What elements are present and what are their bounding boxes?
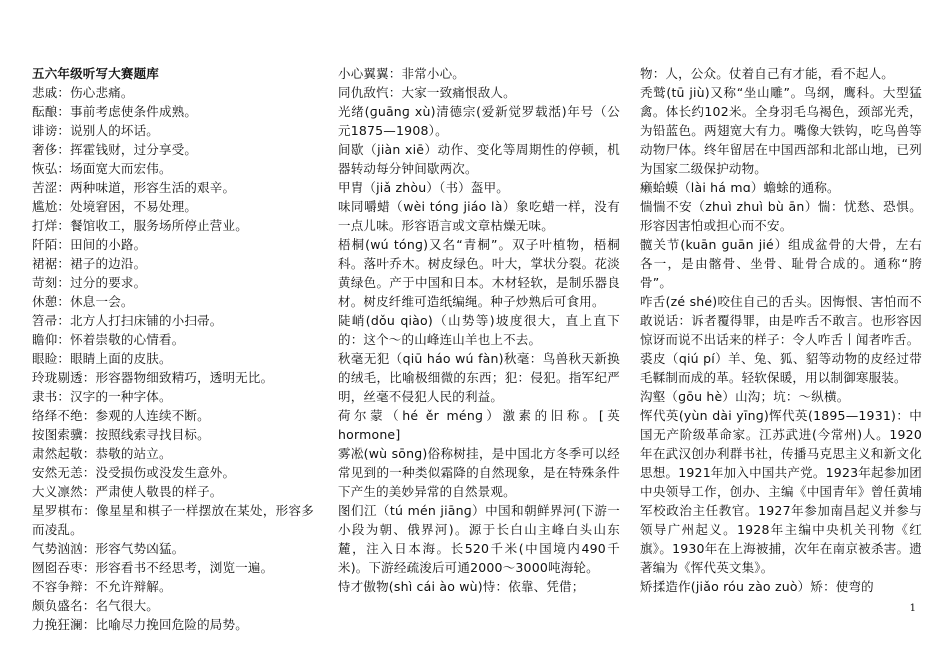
entry-text: 力挽狂澜：比喻尽力挽回危险的局势。: [32, 617, 248, 632]
page-number: 1: [909, 603, 916, 614]
column-left: [32, 64, 314, 634]
entry-text: 矫揉造作(jiǎo róu zào zuò）矫：使弯的: [640, 579, 874, 594]
entry-text: 苦涩：两种味道，形容生活的艰辛。: [32, 180, 236, 195]
entry-text: 玲珑剔透：形容器物细致精巧，透明无比。: [32, 370, 274, 385]
column-middle: [338, 64, 620, 596]
entry-text: 尴尬：处境窘困，不易处理。: [32, 199, 198, 214]
entry-text: 恽代英(yùn dài yīnɡ)恽代英(1895—1931)：中国无产阶级革命家。江苏武进(今常州)人。1920年在武汉创办利群书社，传播马克思主义和新文化思想。1921年加入中国共产党。1923年起参加团中央领导工作，创办、主编《中国青年》曾任黄埔军校政治主任教官。1927年参加南昌起义并参与领导广州起义。1928年主编中央机关刊物《红旗》。1930年在上海被捕，次年在南京被杀害。遗著编为《恽代英文集》。: [640, 408, 922, 575]
entry-text: 味同嚼蜡（wèi tónɡ jiáo là）象吃蜡一样，没有一点儿味。形容语言或文章枯燥无味。: [338, 199, 620, 233]
entry-text: 颇负盛名：名气很大。: [32, 598, 160, 613]
entry-text: 癞蛤蟆（lài há mɑ）蟾蜍的通称。: [640, 180, 840, 195]
entry-text: 咋舌(zé shé)咬住自己的舌头。因悔恨、害怕而不敢说话：诉者覆得罪，由是咋舌不敢言。也形容因惊讶而说不出话来的样子：令人咋舌丨闻者咋舌。: [640, 294, 922, 347]
entry-text: 恃才傲物(shì cái ào wù)恃：依靠、凭借；: [338, 579, 585, 594]
entry-text: 悲戚：伤心悲痛。: [32, 85, 134, 100]
entry-text: 同仇敌忾：大家一致痛恨敌人。: [338, 85, 516, 100]
entry-text: 打烊：餐馆收工，服务场所停止营业。: [32, 218, 248, 233]
entry-text: 物：人，公众。仗着自己有才能，看不起人。: [640, 66, 895, 81]
entry-text: 奢侈：挥霍钱财，过分享受。: [32, 142, 198, 157]
entry-text: 囫囵吞枣：形容看书不经思考，浏览一遍。: [32, 560, 274, 575]
entry-text: 苛刻：过分的要求。: [32, 275, 147, 290]
entry-text: 阡陌：田间的小路。: [32, 237, 147, 252]
entry-text: 间歇（jiàn xiē）动作、变化等周期性的停顿，机器转动每分钟间歇两次。: [338, 142, 620, 176]
entry-text: 肃然起敬：恭敬的站立。: [32, 446, 172, 461]
entry-text: 荷尔蒙（hé ěr ménɡ）激素的旧称。[英hormone]: [338, 408, 620, 442]
document-title: 五六年级听写大赛题库: [32, 66, 160, 81]
entry-text: 光绪(ɡuānɡ xù)清德宗(爱新觉罗载湉)年号（公元1875—1908）。: [338, 104, 620, 138]
entry-text: 甲胄（jiǎ zhòu）（书）盔甲。: [338, 180, 509, 195]
entry-text: 眼睑：眼睛上面的皮肤。: [32, 351, 172, 366]
entry-text: 髋关节(kuān ɡuān jié）组成盆骨的大骨，左右各一，是由髂骨、坐骨、耻骨合成的。通称“胯骨”。: [640, 237, 922, 290]
entry-text: 裘皮（qiú pí）羊、兔、狐、貂等动物的皮经过带毛鞣制而成的革。轻软保暖，用以制御寒服装。: [640, 351, 922, 385]
entry-text: 梧桐(wú tónɡ)又名“青桐”。双子叶植物，梧桐科。落叶乔木。树皮绿色。叶大，掌状分裂。花淡黄绿色。产于中国和日本。木材轻软，是制乐器良材。树皮纤维可造纸编绳。种子炒熟后可食用。: [338, 237, 620, 309]
entry-list-right: [640, 64, 922, 596]
entry-text: 隶书：汉字的一种字体。: [32, 389, 172, 404]
entry-text: 不容争辩：不允许辩解。: [32, 579, 172, 594]
entry-text: 沟壑（ɡōu hè）山沟；坑：～纵横。: [640, 389, 850, 404]
entry-text: 裙裾：裙子的边沿。: [32, 256, 147, 271]
entry-text: 络绎不绝：参观的人连续不断。: [32, 408, 210, 423]
entry-list-left: [32, 83, 314, 634]
entry-text: 休憩：休息一会。: [32, 294, 134, 309]
entry-text: 图们江（tú mén jiānɡ）中国和朝鲜界河(下游一小段为朝、俄界河)。源于长白山主峰白头山东麓，注入日本海。长520千米(中国境内490千米)。下游经疏浚后可通2000～3000吨海轮。: [338, 503, 620, 575]
entry-text: 陡峭(dǒu qiào)（山势等)坡度很大，直上直下的：这个～的山峰连山羊也上不去。: [338, 313, 620, 347]
entry-text: 瞻仰：怀着崇敬的心情看。: [32, 332, 185, 347]
entry-list-middle: [338, 64, 620, 596]
entry-text: 安然无恙：没受损伤或没发生意外。: [32, 465, 236, 480]
entry-text: 酝酿：事前考虑使条件成熟。: [32, 104, 198, 119]
entry-text: 按图索骥：按照线索寻找目标。: [32, 427, 210, 442]
entry-text: 星罗棋布：像星星和棋子一样摆放在某处，形容多而凌乱。: [32, 503, 314, 537]
column-right: [640, 64, 922, 596]
entry-text: 小心翼翼：非常小心。: [338, 66, 466, 81]
entry-text: 秋毫无犯（qiū háo wú fàn)秋毫：鸟兽秋天新换的绒毛，比喻极细微的东西；犯：侵犯。指军纪严明，丝毫不侵犯人民的利益。: [338, 351, 620, 404]
entry-text: 恢弘：场面宽大而宏伟。: [32, 161, 172, 176]
entry-text: 秃鹫(tū jiù)又称“坐山雕”。鸟纲，鹰科。大型猛禽。体长约102米。全身羽毛乌褐色，颈部光秃，为铅蓝色。两翅宽大有力。嘴像大铁钩，吃鸟兽等动物尸体。终年留居在中国西部和北部山地，已列为国家二级保护动物。: [640, 85, 922, 176]
entry-text: 气势汹汹：形容气势凶猛。: [32, 541, 185, 556]
entry-text: 惴惴不安（zhuì zhuì bù ān）惴：忧愁、恐惧。形容因害怕或担心而不安。: [640, 199, 922, 233]
entry-text: 诽谤：说别人的坏话。: [32, 123, 160, 138]
entry-text: 雾凇(wù sōnɡ)俗称树挂，是中国北方冬季可以经常见到的一种类似霜降的自然现象，是在特殊条件下产生的美妙异常的自然景观。: [338, 446, 620, 499]
entry-text: 笤帚：北方人打扫床铺的小扫帚。: [32, 313, 223, 328]
entry-text: 大义凛然：严肃使人敬畏的样子。: [32, 484, 223, 499]
